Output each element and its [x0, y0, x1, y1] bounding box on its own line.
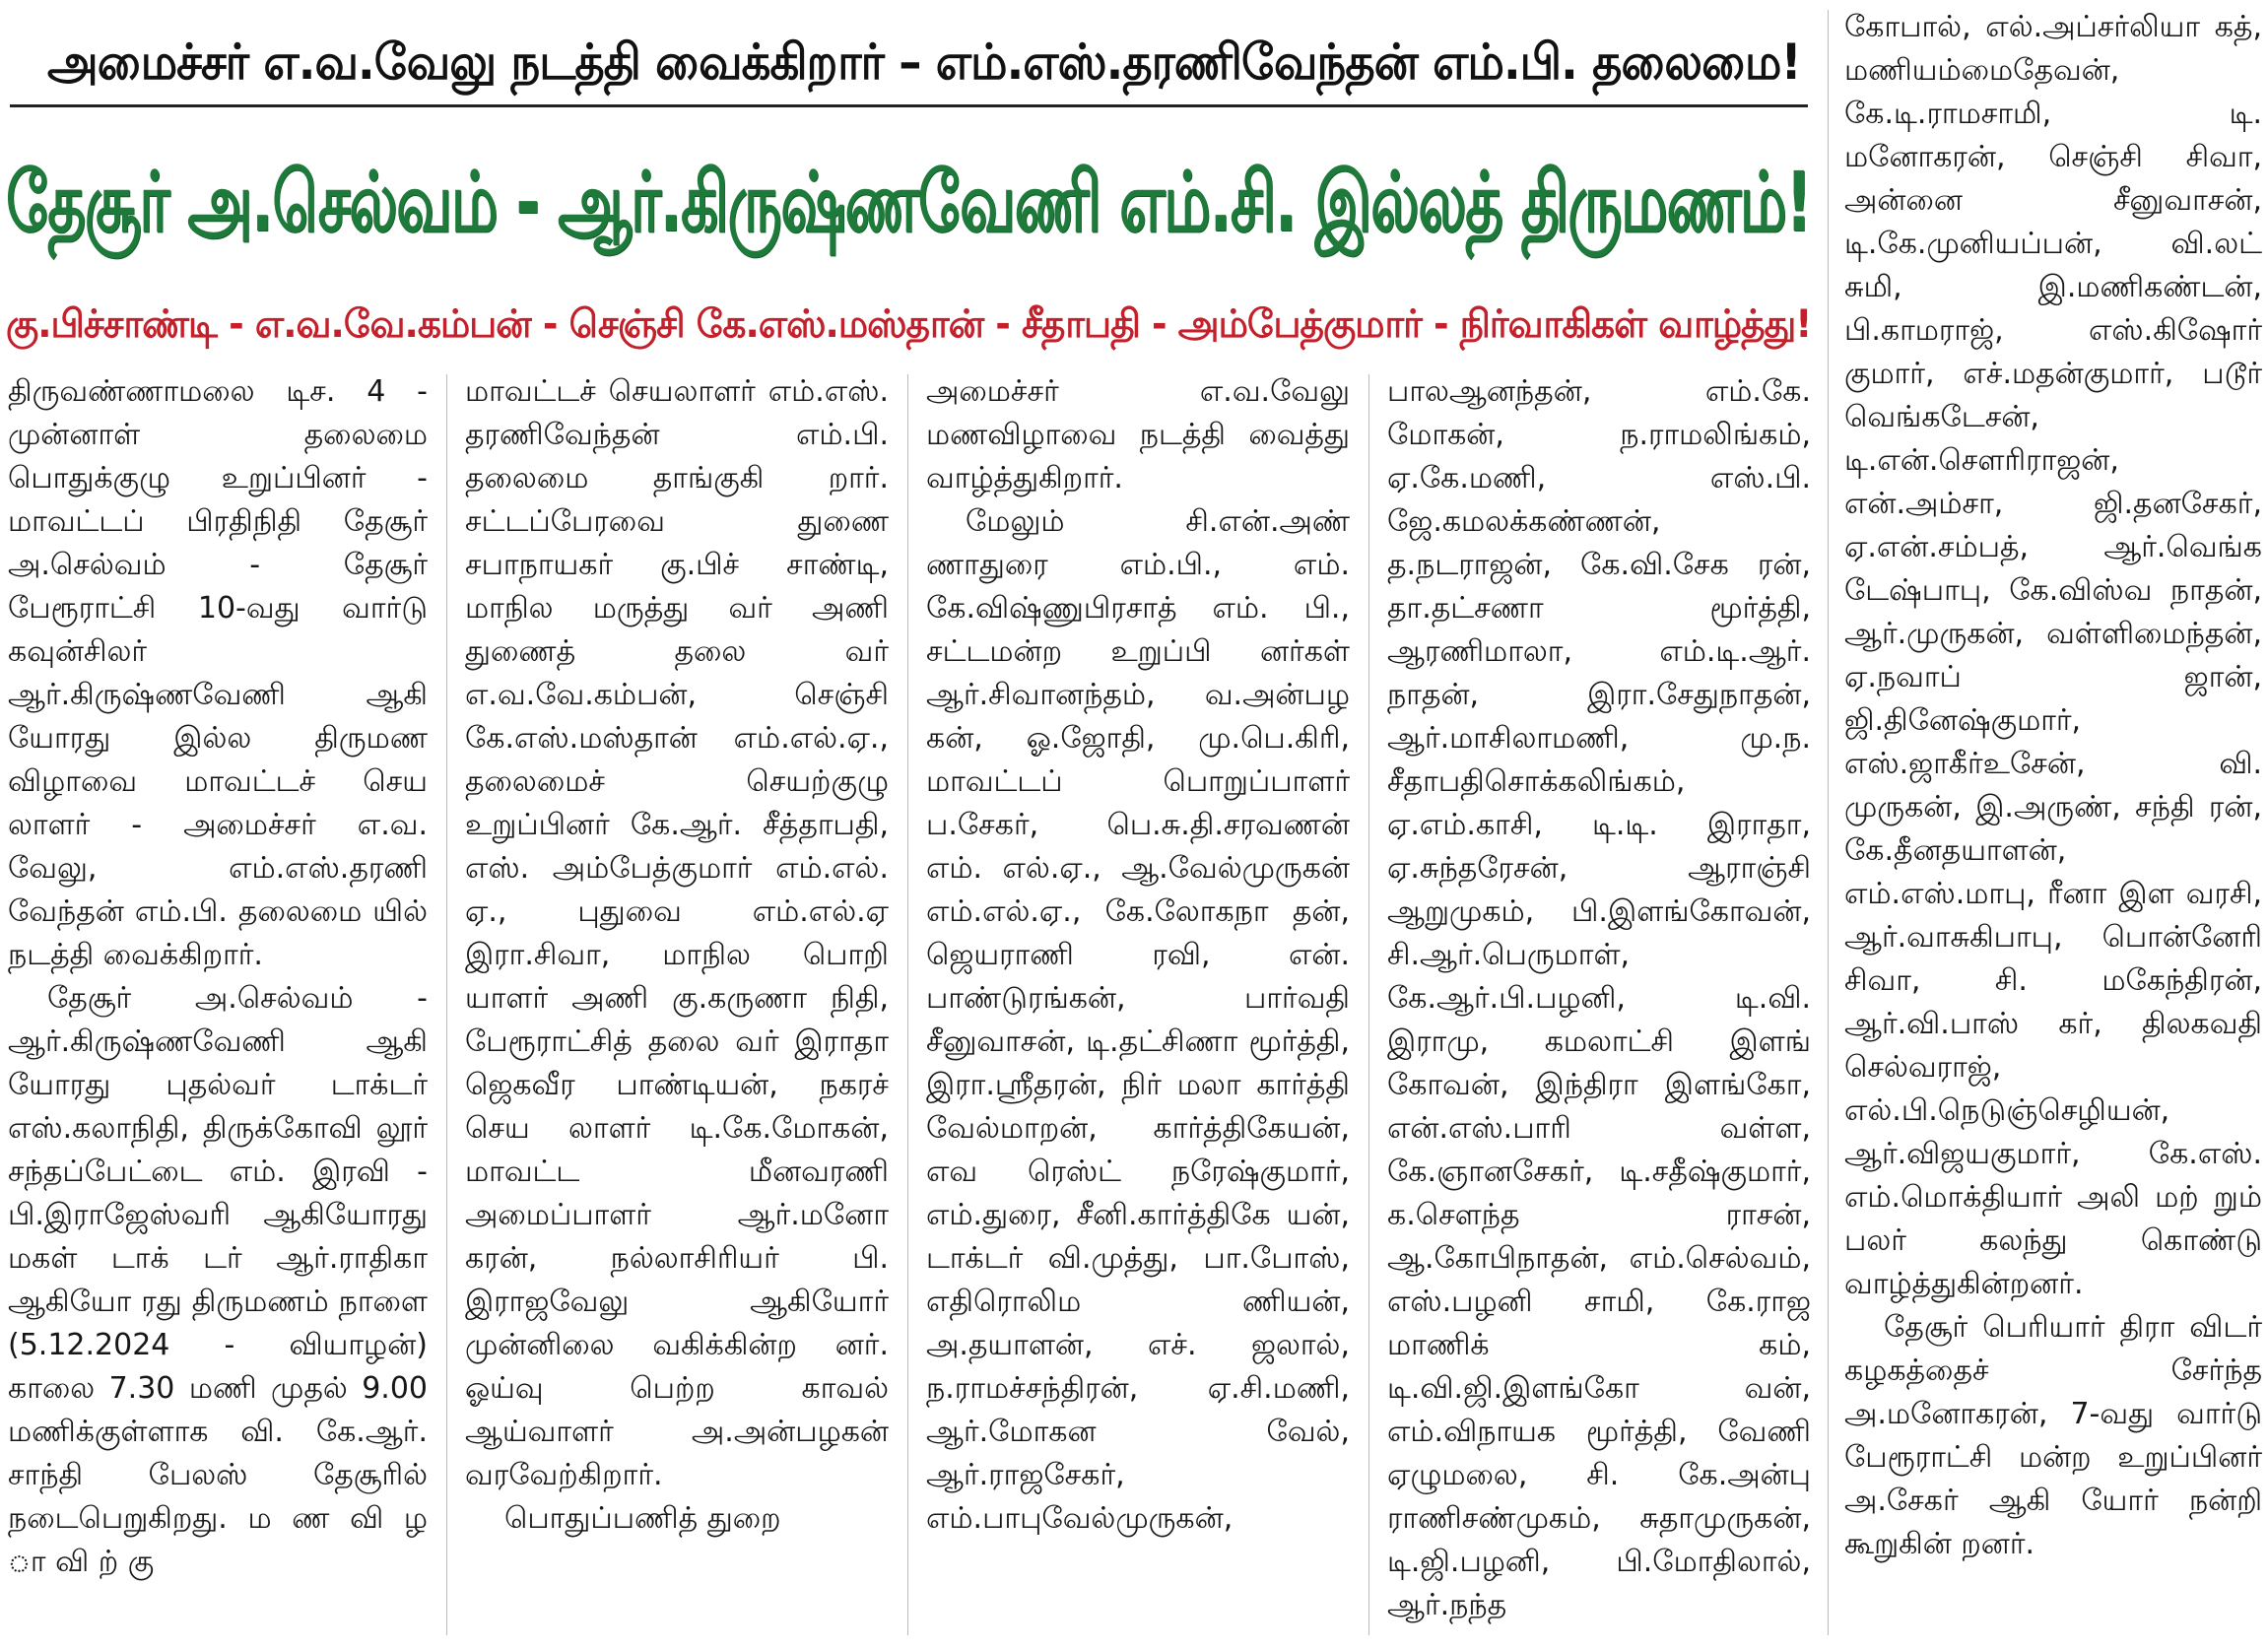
column-divider: [1368, 374, 1369, 1635]
column-2-paragraph-1: மாவட்டச் செயலாளர் எம்.எஸ். தரணிவேந்தன் எம்.பி. தலைமை தாங்குகி றார். சட்டப்பேரவை துணை சபாநாயகர் கு.பிச் சாண்டி, மாநில மருத்து வர் அணி துணைத் தலை வர் எ.வ.வே.கம்பன், செஞ்சி கே.எஸ்.மஸ்தான் எம்.எல்.ஏ., தலைமைச் செயற்குழு உறுப்பினர் கே.ஆர். சீத்தாபதி, எஸ். அம்பேத்குமார் எம்.எல். ஏ., புதுவை எம்.எல்.ஏ இரா.சிவா, மாநில பொறி யாளர் அணி கு.கருணா நிதி, பேரூராட்சித் தலை வர் இராதா ஜெகவீர பாண்டியன், நகரச் செய லாளர் டி.கே.மோகன், மாவட்ட மீனவரணி அமைப்பாளர் ஆர்.மனோ கரன், நல்லாசிரியர் பி. இராஜவேலு ஆகியோர் முன்னிலை வகிக்கின்ற னர். ஓய்வு பெற்ற காவல் ஆய்வாளர் அ.அன்பழகன் வரவேற்கிறார்.: [465, 374, 889, 1492]
column-3-paragraph-2: மேலும் சி.என்.அண் ணாதுரை எம்.பி., எம். கே.விஷ்ணுபிரசாத் எம். பி., சட்டமன்ற உறுப்பி னர்கள் ஆர்.சிவானந்தம், வ.அன்பழ கன், ஓ.ஜோதி, மு.பெ.கிரி, மாவட்டப் பொறுப்பாளர் ப.சேகர், பெ.சு.தி.சரவணன் எம். எல்.ஏ., ஆ.வேல்முருகன் எம்.எல்.ஏ., கே.லோகநா தன், ஜெயராணி ரவி, என். பாண்டுரங்கன், பார்வதி சீனுவாசன், டி.தட்சிணா மூர்த்தி, இரா.ஸ்ரீதரன், நிர் மலா கார்த்தி வேல்மாறன், கார்த்திகேயன், எவ ரெஸ்ட் நரேஷ்குமார், எம்.துரை, சீனி.கார்த்திகே யன், டாக்டர் வி.முத்து, பா.போஸ், எதிரொலிம ணியன், அ.தயாளன், எச். ஜலால், ந.ராமச்சந்திரன், ஏ.சி.மணி, ஆர்.மோகன வேல், ஆர்.ராஜசேகர், எம்.பாபுவேல்முருகன்,: [926, 504, 1350, 1536]
column-divider: [907, 374, 908, 1635]
headline-divider: [10, 104, 1808, 107]
column-3-paragraph-1: அமைச்சர் எ.வ.வேலு மணவிழாவை நடத்தி வைத்து வாழ்த்துகிறார்.: [926, 374, 1350, 495]
article-column-3: [926, 370, 1350, 1641]
article-column-1: [8, 370, 428, 1641]
column-2-paragraph-2: பொதுப்பணித் துறை: [504, 1501, 781, 1536]
kicker-headline: அமைச்சர் எ.வ.வேலு நடத்தி வைக்கிறார் – எம்.எஸ்.தரணிவேந்தன் எம்.பி. தலைமை!: [47, 33, 1801, 91]
article-column-5: [1844, 6, 2262, 1641]
column-5-paragraph-1: கோபால், எல்.அப்சர்லியா கத், மணியம்மைதேவன், கே.டி.ராமசாமி, டி. மனோகரன், செஞ்சி சிவா, அன்னை சீனுவாசன், டி.கே.முனியப்பன், வி.லட் சுமி, இ.மணிகண்டன், பி.காமராஜ், எஸ்.கிஷோர் குமார், எச்.மதன்குமார், படூர் வெங்கடேசன், டி.என்.சௌரிராஜன், என்.அம்சா, ஜி.தனசேகர், ஏ.என்.சம்பத், ஆர்.வெங்க டேஷ்பாபு, கே.விஸ்வ நாதன், ஆர்.முருகன், வள்ளிமைந்தன், ஏ.நவாப் ஜான், ஜி.தினேஷ்குமார், எஸ்.ஜாகீர்உசேன், வி. முருகன், இ.அருண், சந்தி ரன், கே.தீனதயாளன், எம்.எஸ்.மாபு, ரீனா இள வரசி, ஆர்.வாசுகிபாபு, பொன்னேரி சிவா, சி. மகேந்திரன், ஆர்.வி.பாஸ் கர், திலகவதி செல்வராஜ், எல்.பி.நெடுஞ்செழியன், ஆர்.விஜயகுமார், கே.எஸ். எம்.மொக்தியார் அலி மற் றும் பலர் கலந்து கொண்டு வாழ்த்துகின்றனர்.: [1844, 10, 2262, 1301]
sub-headline: கு.பிச்சாண்டி - எ.வ.வே.கம்பன் - செஞ்சி கே.எஸ்.மஸ்தான் - சீதாபதி - அம்பேத்குமார் - நிர்வாகிகள் வாழ்த்து!: [6, 302, 1812, 347]
article-column-4: [1387, 370, 1811, 1641]
column-divider: [446, 374, 447, 1635]
main-headline: தேசூர் அ.செல்வம் - ஆர்.கிருஷ்ணவேணி எம்.சி. இல்லத் திருமணம்!: [6, 154, 1812, 250]
column-5-paragraph-2: தேசூர் பெரியார் திரா விடர் கழகத்தைச் சேர்ந்த அ.மனோகரன், 7-வது வார்டு பேரூராட்சி மன்ற உறுப்பினர் அ.சேகர் ஆகி யோர் நன்றி கூறுகின் றனர்.: [1844, 1310, 2262, 1561]
column-1-paragraph-2: தேசூர் அ.செல்வம் - ஆர்.கிருஷ்ணவேணி ஆகி யோரது புதல்வர் டாக்டர் எஸ்.கலாநிதி, திருக்கோவி லூர் சந்தப்பேட்டை எம். இரவி - பி.இராஜேஸ்வரி ஆகியோரது மகள் டாக் டர் ஆர்.ராதிகா ஆகியோ ரது திருமணம் நாளை (5.12.2024 - வியாழன்) காலை 7.30 மணி முதல் 9.00 மணிக்குள்ளாக வி. கே.ஆர். சாந்தி பேலஸ் தேசூரில் நடைபெறுகிறது. ம ண வி ழ ா வி ற் கு: [8, 981, 428, 1579]
column-4-paragraph-1: பாலஆனந்தன், எம்.கே. மோகன், ந.ராமலிங்கம், ஏ.கே.மணி, எஸ்.பி. ஜே.கமலக்கண்ணன், த.நடராஜன், கே.வி.சேக ரன், தா.தட்சணா மூர்த்தி, ஆரணிமாலா, எம்.டி.ஆர். நாதன், இரா.சேதுநாதன், ஆர்.மாசிலாமணி, மு.ந. சீதாபதிசொக்கலிங்கம், ஏ.எம்.காசி, டி.டி. இராதா, ஏ.சுந்தரேசன், ஆராஞ்சி ஆறுமுகம், பி.இளங்கோவன், சி.ஆர்.பெருமாள், கே.ஆர்.பி.பழனி, டி.வி. இராமு, கமலாட்சி இளங் கோவன், இந்திரா இளங்கோ, என்.எஸ்.பாரி வள்ள, கே.ஞானசேகர், டி.சதீஷ்குமார், க.சௌந்த ராசன், ஆ.கோபிநாதன், எம்.செல்வம், எஸ்.பழனி சாமி, கே.ராஜ மாணிக் கம், டி.வி.ஜி.இளங்கோ வன், எம்.விநாயக மூர்த்தி, வேணி ஏழுமலை, சி. கே.அன்பு ராணிசண்முகம், சுதாமுருகன், டி.ஜி.பழனி, பி.மோதிலால், ஆர்.நந்த: [1387, 374, 1811, 1622]
column-divider: [1828, 10, 1829, 1635]
article-column-2: [465, 370, 889, 1641]
column-1-paragraph-1: திருவண்ணாமலை டிச. 4 - முன்னாள் தலைமை பொதுக்குழு உறுப்பினர் - மாவட்டப் பிரதிநிதி தேசூர் அ.செல்வம் - தேசூர் பேரூராட்சி 10-வது வார்டு கவுன்சிலர் ஆர்.கிருஷ்ணவேணி ஆகி யோரது இல்ல திருமண விழாவை மாவட்டச் செய லாளர் - அமைச்சர் எ.வ. வேலு, எம்.எஸ்.தரணி வேந்தன் எம்.பி. தலைமை யில் நடத்தி வைக்கிறார்.: [8, 374, 428, 972]
